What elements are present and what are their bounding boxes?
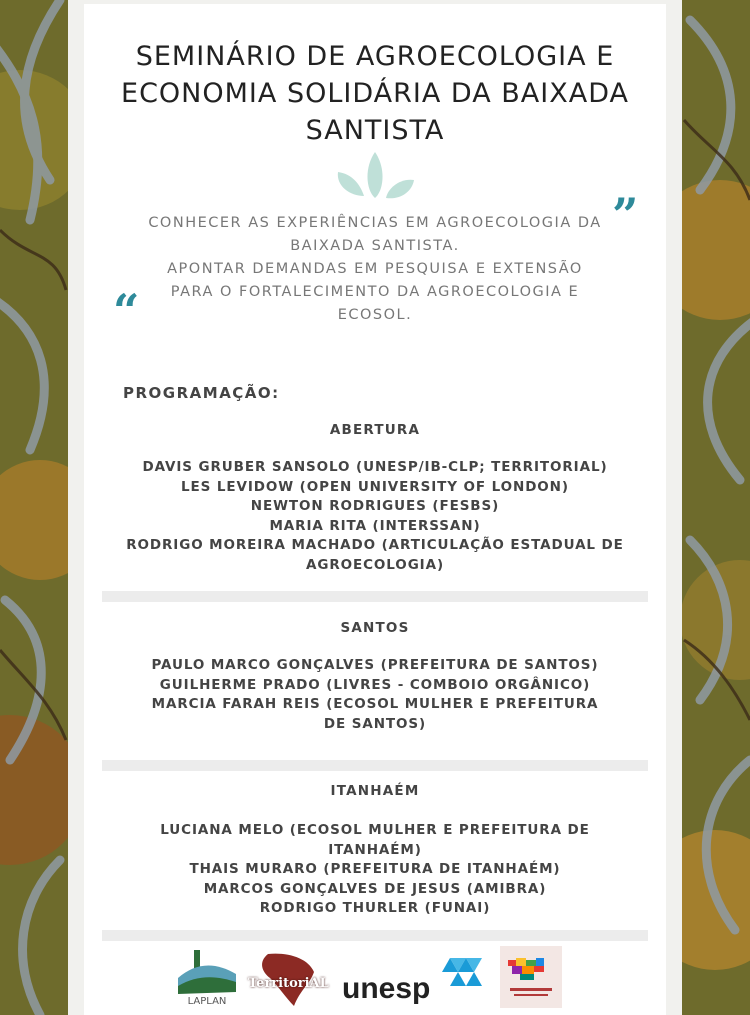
opening-quote-icon: “ (113, 284, 140, 338)
colorful-map-icon (500, 946, 562, 1008)
speaker-line: DAVIS GRUBER SANSOLO (UNESP/IB-CLP; TERRITORIAL) (142, 459, 608, 475)
speaker-line: AGROECOLOGIA) (305, 556, 445, 573)
section-title-abertura: ABERTURA (329, 422, 421, 438)
objective-line: APONTAR DEMANDAS EM PESQUISA E EXTENSÃO (167, 261, 583, 277)
objective-line: BAIXADA SANTISTA. (290, 238, 460, 254)
section-divider (102, 930, 648, 941)
objective-line: ECOSOL. (337, 307, 413, 323)
section-divider (102, 591, 648, 602)
objectives-text (140, 212, 610, 327)
speaker-line: ITANHAÉM) (328, 841, 422, 858)
unesp-logo-text: unesp (342, 972, 431, 1005)
objective-line: PARA O FORTALECIMENTO DA AGROECOLOGIA E (170, 284, 580, 300)
laplan-logo (176, 948, 238, 1012)
speaker-line: MARCIA FARAH REIS (ECOSOL MULHER E PREFEITURA (151, 696, 599, 712)
speaker-list-santos (84, 656, 666, 734)
speaker-line: THAIS MURARO (PREFEITURA DE ITANHAÉM) (189, 861, 561, 877)
speaker-line: MARIA RITA (INTERSSAN) (269, 517, 481, 534)
title-line: SANTISTA (305, 115, 445, 146)
page-title (0, 38, 750, 149)
section-title-santos: SANTOS (340, 620, 410, 636)
title-line: SEMINÁRIO DE AGROECOLOGIA E (135, 41, 615, 72)
speaker-line: NEWTON RODRIGUES (FESBS) (250, 498, 500, 514)
section-title-itanhaem: ITANHAÉM (330, 783, 420, 799)
water-drops-icon (330, 150, 420, 205)
unesp-triangles-icon (442, 954, 488, 990)
title-line: ECONOMIA SOLIDÁRIA DA BAIXADA (121, 78, 629, 109)
territorial-logo (248, 952, 328, 1008)
objective-line: CONHECER AS EXPERIÊNCIAS EM AGROECOLOGIA DA (148, 215, 602, 231)
speaker-line: RODRIGO THURLER (FUNAI) (259, 900, 491, 916)
laplan-logo-text: LAPLAN (187, 996, 227, 1007)
program-heading: PROGRAMAÇÃO: (123, 384, 280, 402)
speaker-line: RODRIGO MOREIRA MACHADO (ARTICULAÇÃO ESTADUAL DE (126, 537, 624, 553)
section-divider (102, 760, 648, 771)
network-map-logo (500, 946, 562, 1008)
unesp-logo (342, 952, 492, 1008)
closing-quote-icon: ” (612, 188, 639, 242)
laplan-emblem-icon (176, 948, 238, 996)
speaker-line: PAULO MARCO GONÇALVES (PREFEITURA DE SANTOS) (151, 657, 599, 673)
speaker-line: DE SANTOS) (323, 715, 427, 732)
territorial-logo-text: TerritoriAL (248, 976, 329, 991)
sponsor-logos (84, 942, 666, 1012)
speaker-line: MARCOS GONÇALVES DE JESUS (AMIBRA) (203, 880, 547, 897)
speaker-list-itanhaem (84, 821, 666, 919)
speaker-line: GUILHERME PRADO (LIVRES - COMBOIO ORGÂNICO) (159, 676, 591, 693)
speaker-line: LES LEVIDOW (OPEN UNIVERSITY OF LONDON) (181, 478, 569, 495)
speaker-list-abertura (84, 458, 666, 575)
speaker-line: LUCIANA MELO (ECOSOL MULHER E PREFEITURA DE (160, 822, 590, 838)
